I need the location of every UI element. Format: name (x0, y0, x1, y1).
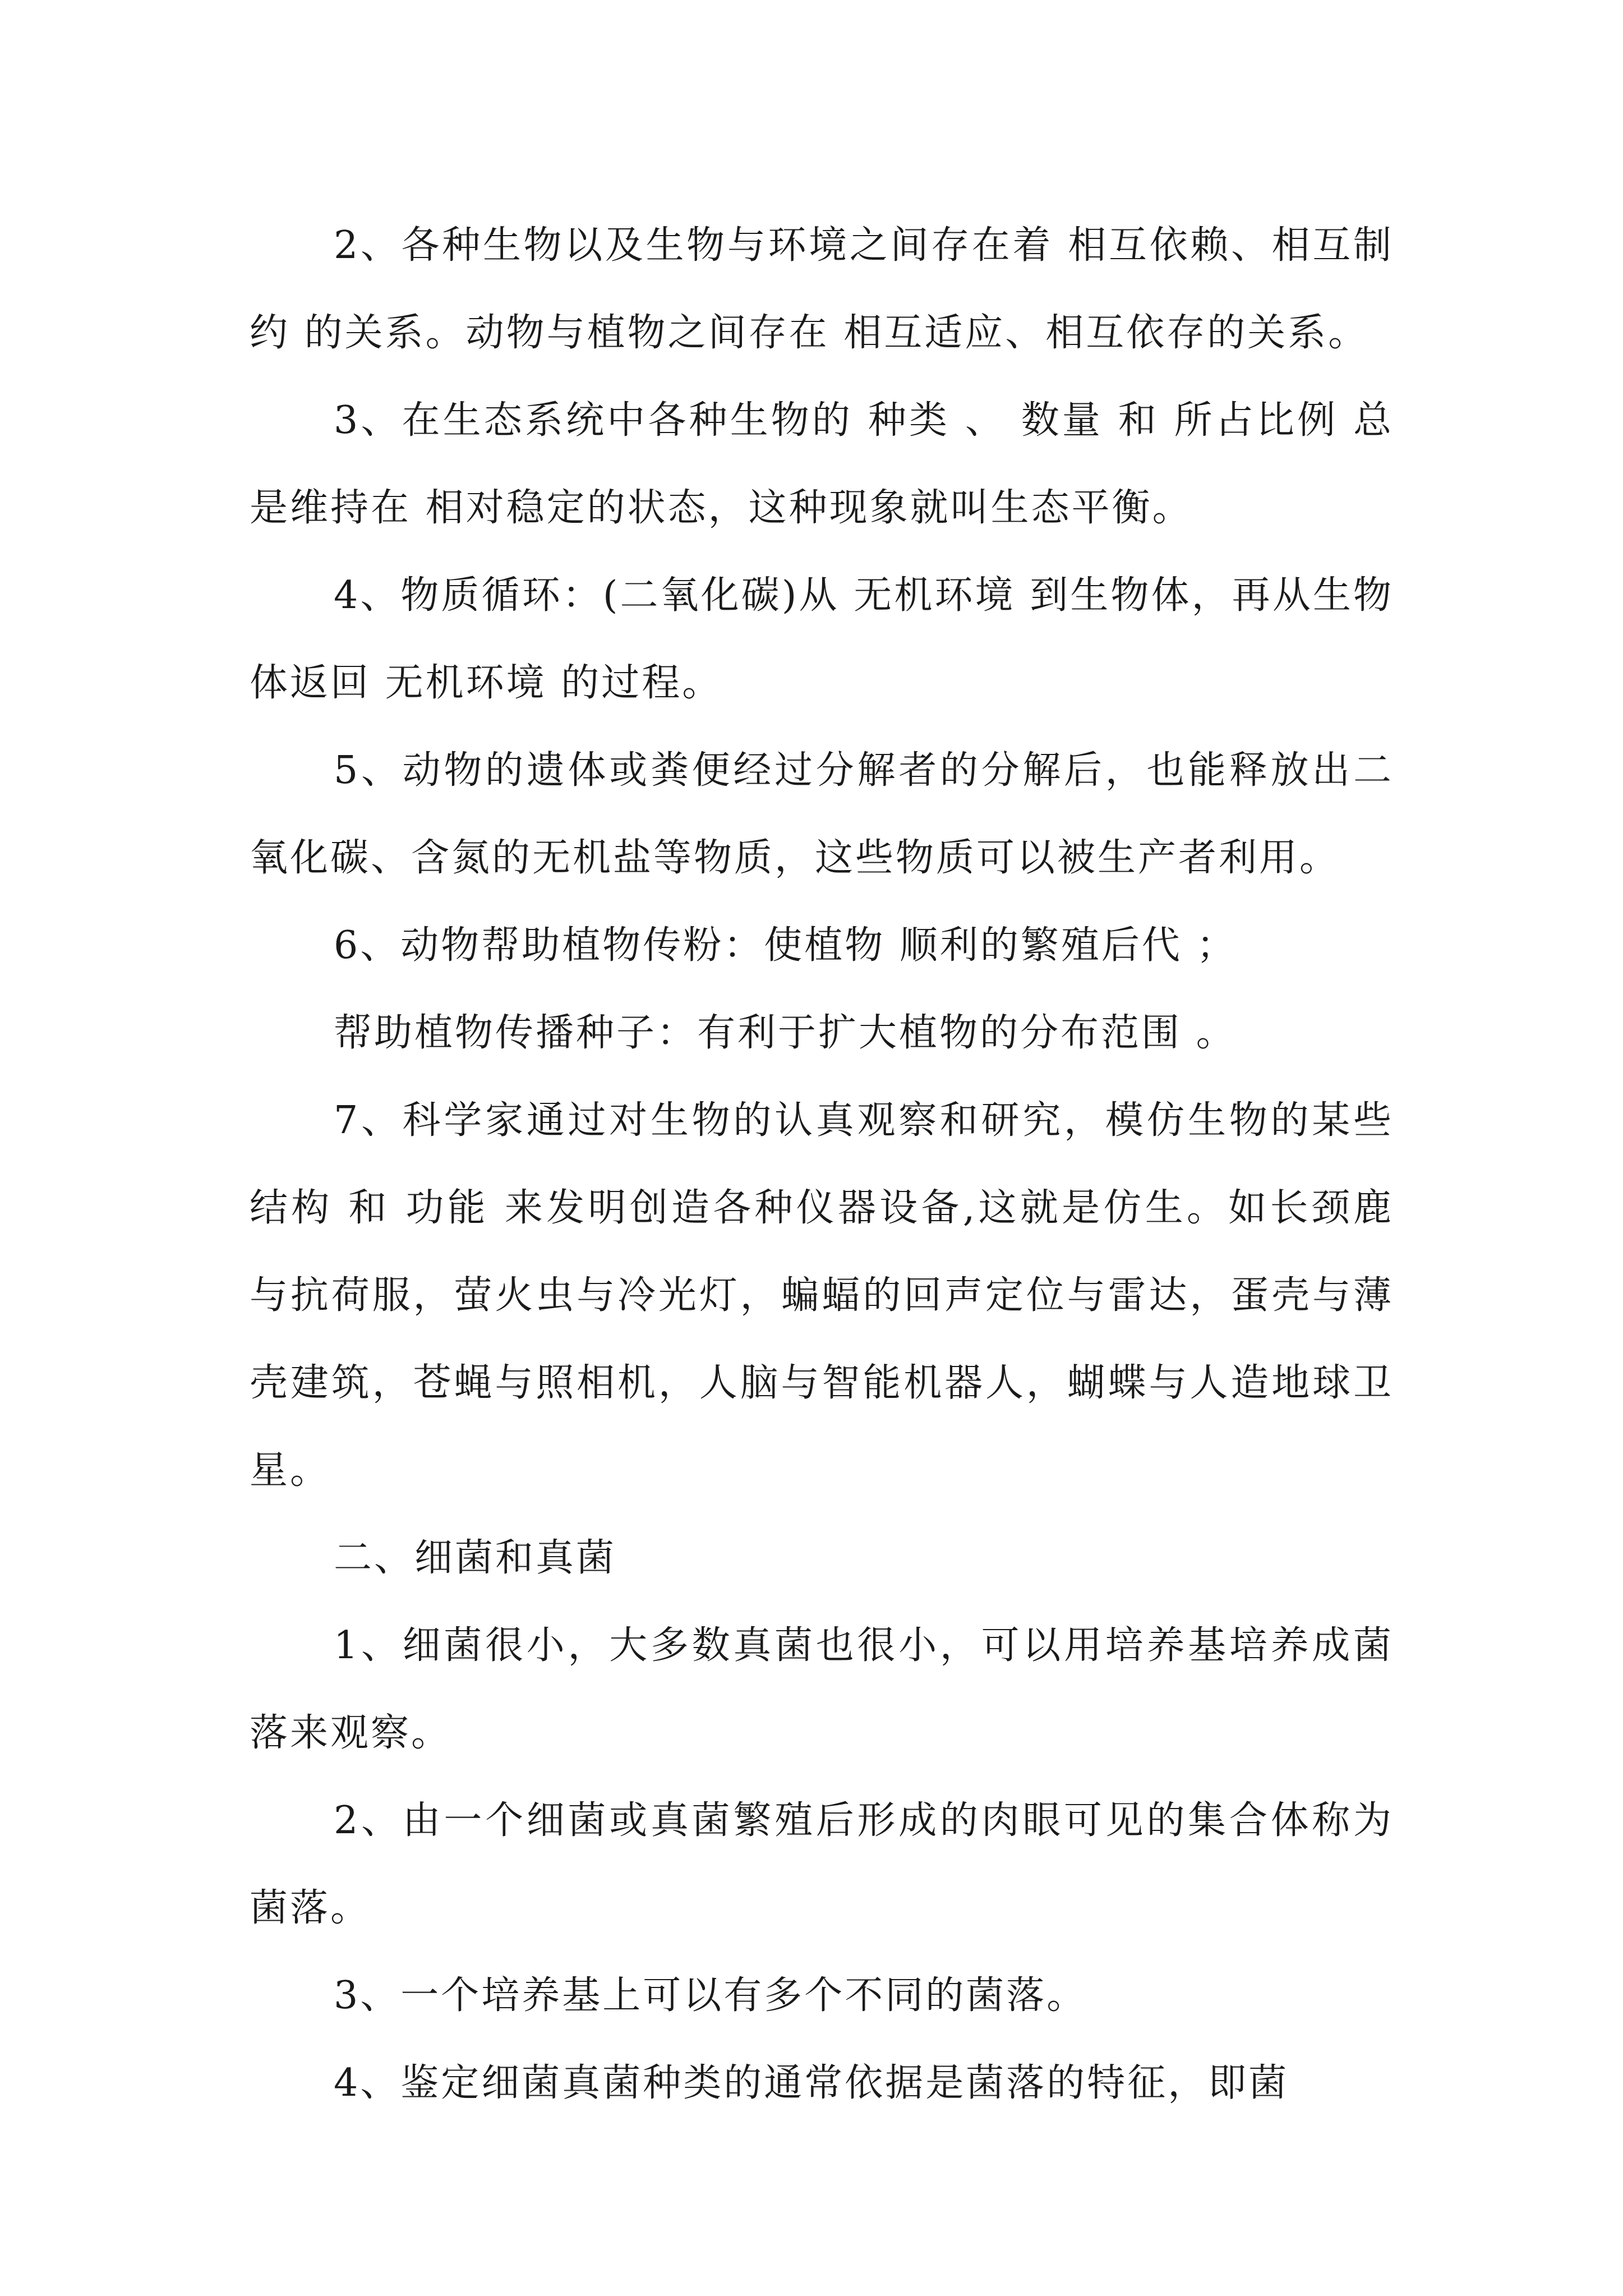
paragraph-pollination: 6、动物帮助植物传粉：使植物 顺利的繁殖后代 ； (334, 923, 1237, 968)
paragraph-culture-colonies: 1、细菌很小，大多数真菌也很小，可以用培养基培养成菌落来观察。 (250, 1623, 1394, 1755)
section-heading-bacteria-fungi: 二、细菌和真菌 (334, 1536, 617, 1580)
paragraph-seed-dispersal: 帮助植物传播种子：有利于扩大植物的分布范围 。 (334, 1011, 1237, 1055)
paragraph-identification: 4、鉴定细菌真菌种类的通常依据是菌落的特征，即菌 (334, 2061, 1289, 2105)
paragraph-ecosystem-relations: 2、各种生物以及生物与环境之间存在着 相互依赖、相互制约 的关系。动物与植物之间存在 相互适应、相互依存的关系。 (250, 223, 1394, 355)
paragraph-ecological-balance: 3、在生态系统中各种生物的 种类 、 数量 和 所占比例 总是维持在 相对稳定的状态，这种现象就叫生态平衡。 (250, 398, 1394, 530)
paragraph-decomposers: 5、动物的遗体或粪便经过分解者的分解后，也能释放出二氧化碳、含氮的无机盐等物质，这些物质可以被生产者利用。 (250, 748, 1394, 880)
paragraph-multiple-colonies: 3、一个培养基上可以有多个不同的菌落。 (334, 1973, 1087, 2018)
paragraph-colony-definition: 2、由一个细菌或真菌繁殖后形成的肉眼可见的集合体称为菌落。 (250, 1798, 1394, 1930)
paragraph-bionics: 7、科学家通过对生物的认真观察和研究，模仿生物的某些 结构 和 功能 来发明创造各种仪器设备,这就是仿生。如长颈鹿与抗荷服，萤火虫与冷光灯，蝙蝠的回声定位与雷达，蛋壳与薄壳建筑，苍蝇与照相机，人脑与智能机器人，蝴蝶与人造地球卫星。 (250, 1098, 1394, 1493)
document-body (250, 202, 1394, 2127)
paragraph-material-cycle: 4、物质循环：(二氧化碳)从 无机环境 到生物体，再从生物体返回 无机环境 的过程。 (250, 573, 1394, 705)
